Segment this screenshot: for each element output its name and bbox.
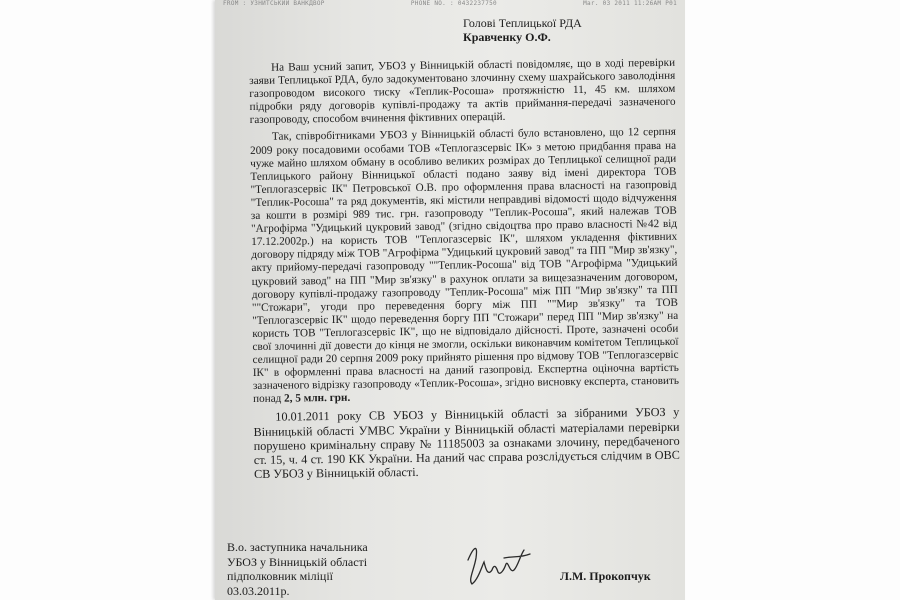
- background-right: [685, 0, 900, 600]
- signature-block: [227, 540, 368, 598]
- signer-position: В.о. заступника начальника: [227, 540, 368, 554]
- addressee-block: [463, 16, 582, 44]
- addressee-name: Кравченку О.Ф.: [463, 30, 551, 44]
- document-date: 03.03.2011р.: [227, 583, 290, 598]
- letter-body: [249, 57, 680, 486]
- document-sheet: [215, 0, 685, 600]
- signer-rank: підполковник міліції: [227, 569, 334, 583]
- addressee-title: Голові Теплицької РДА: [463, 16, 582, 30]
- paragraph-case: 10.01.2011 року СВ УБОЗ у Вінницькій області за зібраними УБОЗ у Вінницькій області УМВС України у Вінницькій області матеріалами перевірки порушено кримінальну справу № 11185003 за ознаками злочину, передбаченого ст. 15, ч. 4 ст. 190 КК України. На даний час справа розслідується слідчим в ОВС СВ УБОЗ у Вінницькій області.: [253, 405, 680, 482]
- fax-from: FROM : УЗНИТСЬКИЙ ВАНКДВОР: [223, 0, 325, 7]
- amount-value: 2, 5 млн. грн.: [284, 392, 351, 405]
- background-left: [0, 0, 215, 600]
- paragraph-intro: На Ваш усний запит, УБОЗ у Вінницькій області повідомляє, що в ході перевірки заяви Теплицької РДА, було задокументовано злочинну схему шахрайського заволодіння газопроводом високого тиску «Теплик-Росоша» протяжністю 11, 45 км. шляхом підробки ряду договорів купівлі-продажу та актів приймання-передачі зазначеного газопроводу, способом вчинення фіктивних операцій.: [249, 56, 676, 127]
- signer-name: Л.М. Прокопчук: [560, 569, 651, 583]
- signer-department: УБОЗ у Вінницькій області: [227, 554, 368, 569]
- paragraph-details-text: Так, співробітниками УБОЗ у Вінницькій області було встановлено, що 12 серпня 2009 року посадовими особами ТОВ «Теплогазсервіс ІК» з метою придбання права на чуже майно шляхом обману в особливо великих розмірах до Теплицької селищної ради Теплицького району Вінницької області подано заяву від імені директора ТОВ "Теплогазсервіс ІК" Петровської О.В. про оформлення права власності на газопровід "Теплик-Росоша" та ряд документів, які містили неправдиві відомості щодо відчуження за кошти в розмірі 989 тис. грн. газопроводу "Теплик-Росоша", який належав ТОВ "Агрофірма "Удицький цукровий завод" (згідно свідоцтва про право власності №42 від 17.12.2002р.) на користь ТОВ "Теплогазсервіс ІК", шляхом укладення фіктивних договору підряду між ТОВ "Агрофірма "Удицький цукровий завод" та ПП "Мир зв'язку", акту прийому-передачі газопроводу ""Теплик-Росоша" від ТОВ "Агрофірма "Удицький цукровий завод" на ПП "Мир зв'язку" в рахунок оплати за вищезазначеним договором, договору купівлі-продажу газопроводу "Теплик-Росоша" між ПП "Мир зв'язку" та ПП ""Стожари", угоди про переведення боргу між ПП ""Мир зв'язку" та ТОВ "Теплогазсервіс ІК" щодо переведення боргу ПП "Стожари" перед ПП "Мир зв'язку" на користь ТОВ "Теплогазсервіс ІК", що не відповідало дійсності. Проте, зазначені особи свої злочинні дії довести до кінця не змогли, оскільки виконавчим комітетом Теплицької селищної ради 20 серпня 2009 року прийнято рішення про відмову ТОВ "Теплогазсервіс ІК" в оформленні права власності на даний газопровід. Експертна оціночна вартість зазначеного відрізку газопроводу «Теплик-Росоша», згідно висновку експерта, становить понад: [250, 126, 680, 406]
- fax-phone: PHONE NO. : 0432237750: [410, 0, 497, 7]
- fax-header: [223, 0, 677, 12]
- handwritten-signature: [460, 540, 540, 590]
- paragraph-details: [250, 126, 679, 406]
- fax-date: Mar. 03 2011 11:26AM P01: [583, 0, 677, 7]
